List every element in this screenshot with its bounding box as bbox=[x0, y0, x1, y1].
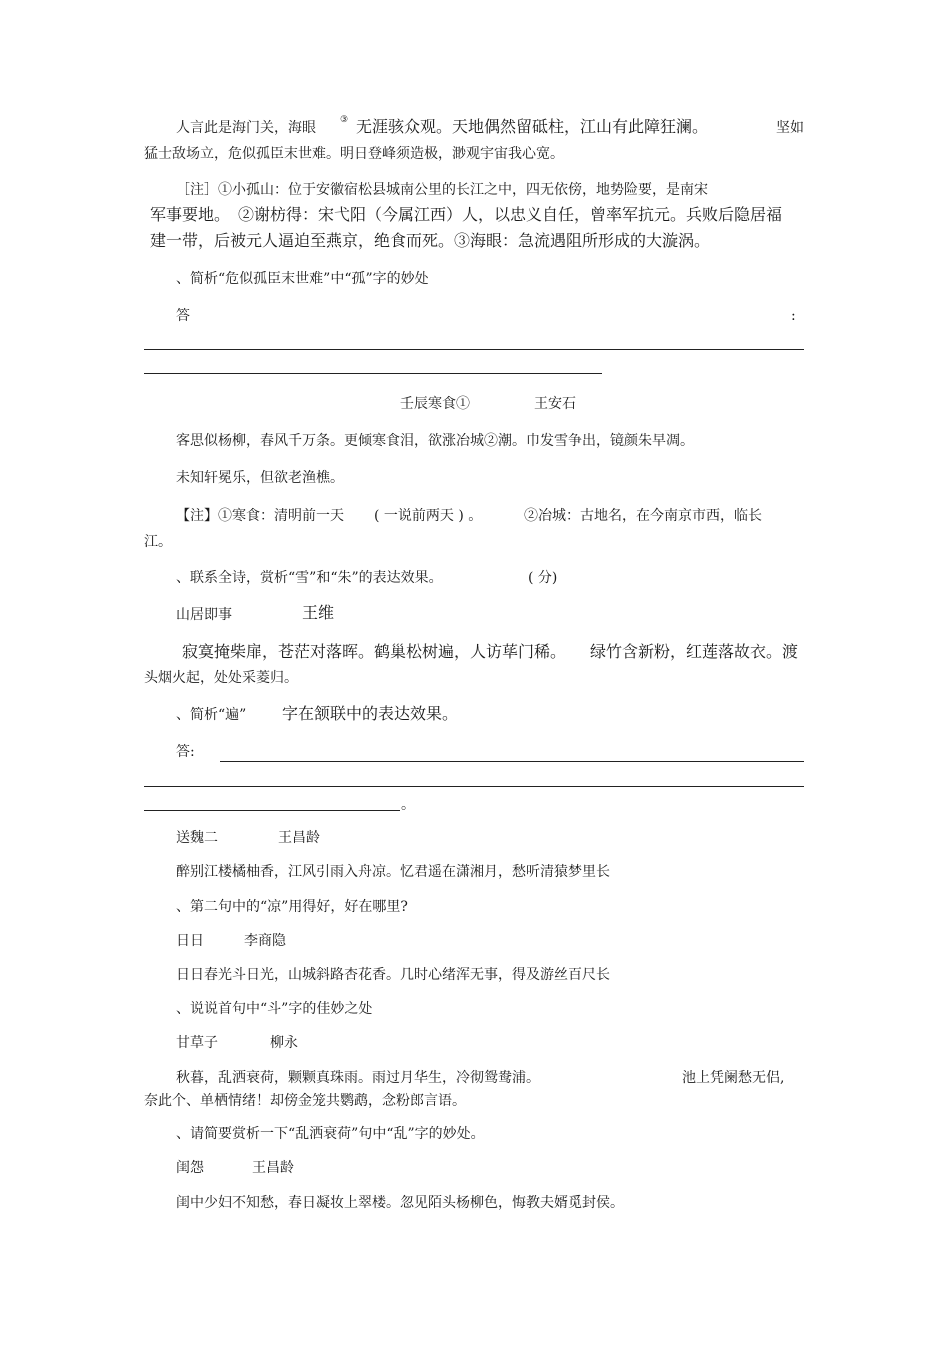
poem-author: 王安石 bbox=[534, 396, 576, 412]
poem-line: 闺中少妇不知愁，春日凝妆上翠楼。忽见陌头杨柳色，悔教夫婿觅封侯。 bbox=[176, 1195, 624, 1211]
poem-title: 壬辰寒食① bbox=[400, 396, 470, 412]
note-line: ②冶城：古地名，在今南京市西，临长 bbox=[524, 508, 762, 524]
poem-title: 甘草子 bbox=[176, 1035, 218, 1051]
answer-colon: : bbox=[791, 308, 796, 324]
poem-line: 头烟火起，处处采菱归。 bbox=[144, 670, 298, 686]
poem-line: 未知轩冕乐，但欲老渔樵。 bbox=[176, 470, 344, 486]
note-line: 江。 bbox=[144, 534, 172, 550]
poem-line: 猛士敌场立，危似孤臣末世难。明日登峰须造极，渺观宇宙我心宽。 bbox=[144, 146, 564, 162]
poem-author: 李商隐 bbox=[244, 933, 286, 949]
poem-line: 醉别江楼橘柚香，江风引雨入舟凉。忆君遥在潇湘月，愁听清猿梦里长 bbox=[176, 864, 610, 880]
answer-line[interactable] bbox=[144, 373, 602, 374]
question: 字在颔联中的表达效果。 bbox=[282, 704, 459, 723]
question: 、第二句中的“凉”用得好，好在哪里? bbox=[176, 899, 408, 915]
poem-line: 奈此个、单栖情绪！却傍金笼共鹦鹉，念粉郎言语。 bbox=[144, 1093, 466, 1109]
poem-author: 王昌龄 bbox=[278, 830, 320, 846]
answer-label: 答 bbox=[176, 308, 190, 324]
poem-line: 人言此是海门关，海眼 bbox=[176, 120, 316, 136]
note-line: ［注］①小孤山：位于安徽宿松县城南公里的长江之中，四无依傍，地势险要，是南宋 bbox=[176, 182, 708, 198]
poem-author: 柳永 bbox=[270, 1035, 298, 1051]
poem-line: 客思似杨柳，春风千万条。更倾寒食泪，欲涨冶城②潮。巾发雪争出，镜颜朱早凋。 bbox=[176, 433, 694, 449]
poem-author: 王昌龄 bbox=[252, 1160, 294, 1176]
answer-line[interactable] bbox=[144, 810, 400, 811]
question-score: ( 分) bbox=[528, 570, 558, 586]
answer-line[interactable] bbox=[144, 786, 804, 787]
poem-line: 秋暮，乱洒衰荷，颗颗真珠雨。雨过月华生，冷彻鸳鸯浦。 bbox=[176, 1070, 540, 1086]
poem-line: 无涯骇众观。天地偶然留砥柱，江山有此障狂澜。 bbox=[356, 117, 709, 136]
answer-line[interactable] bbox=[144, 349, 804, 350]
footnote-mark: ③ bbox=[340, 115, 349, 125]
question: 、说说首句中“斗”字的佳妙之处 bbox=[176, 1001, 373, 1017]
poem-line: 日日春光斗日光，山城斜路杏花香。几时心绪浑无事，得及游丝百尺长 bbox=[176, 967, 610, 983]
note-line: ( 一说前两天 ) 。 bbox=[374, 508, 483, 524]
question: 、请简要赏析一下“乱洒衰荷”句中“乱”字的妙处。 bbox=[176, 1126, 485, 1142]
poem-author: 王维 bbox=[302, 603, 335, 622]
note-line: 【注】①寒食：清明前一天 bbox=[176, 508, 344, 524]
poem-line: 绿竹含新粉，红莲落故衣。渡 bbox=[590, 642, 799, 661]
note-line: 军事要地。 ②谢枋得：宋弋阳（今属江西）人，以忠义自任，曾率军抗元。兵败后隐居福 bbox=[150, 205, 783, 224]
answer-end-mark: 。 bbox=[401, 797, 415, 813]
poem-line: 寂寞掩柴扉，苍茫对落晖。鹤巢松树遍，人访荜门稀。 bbox=[182, 642, 567, 661]
poem-title: 日日 bbox=[176, 933, 204, 949]
question: 、简析“危似孤臣末世难”中“孤”字的妙处 bbox=[176, 271, 429, 287]
poem-title: 山居即事 bbox=[176, 607, 232, 623]
poem-title: 闺怨 bbox=[176, 1160, 204, 1176]
poem-line: 池上凭阑愁无侣, bbox=[682, 1070, 785, 1086]
poem-line: 坚如 bbox=[776, 120, 804, 136]
poem-title: 送魏二 bbox=[176, 830, 218, 846]
note-line: 建一带，后被元人逼迫至燕京，绝食而死。③海眼：急流遇阻所形成的大漩涡。 bbox=[150, 231, 711, 250]
question: 、联系全诗，赏析“雪”和“朱”的表达效果。 bbox=[176, 570, 443, 586]
answer-line[interactable] bbox=[220, 761, 804, 762]
answer-label: 答: bbox=[176, 744, 195, 760]
question: 、简析“遍” bbox=[176, 707, 247, 723]
